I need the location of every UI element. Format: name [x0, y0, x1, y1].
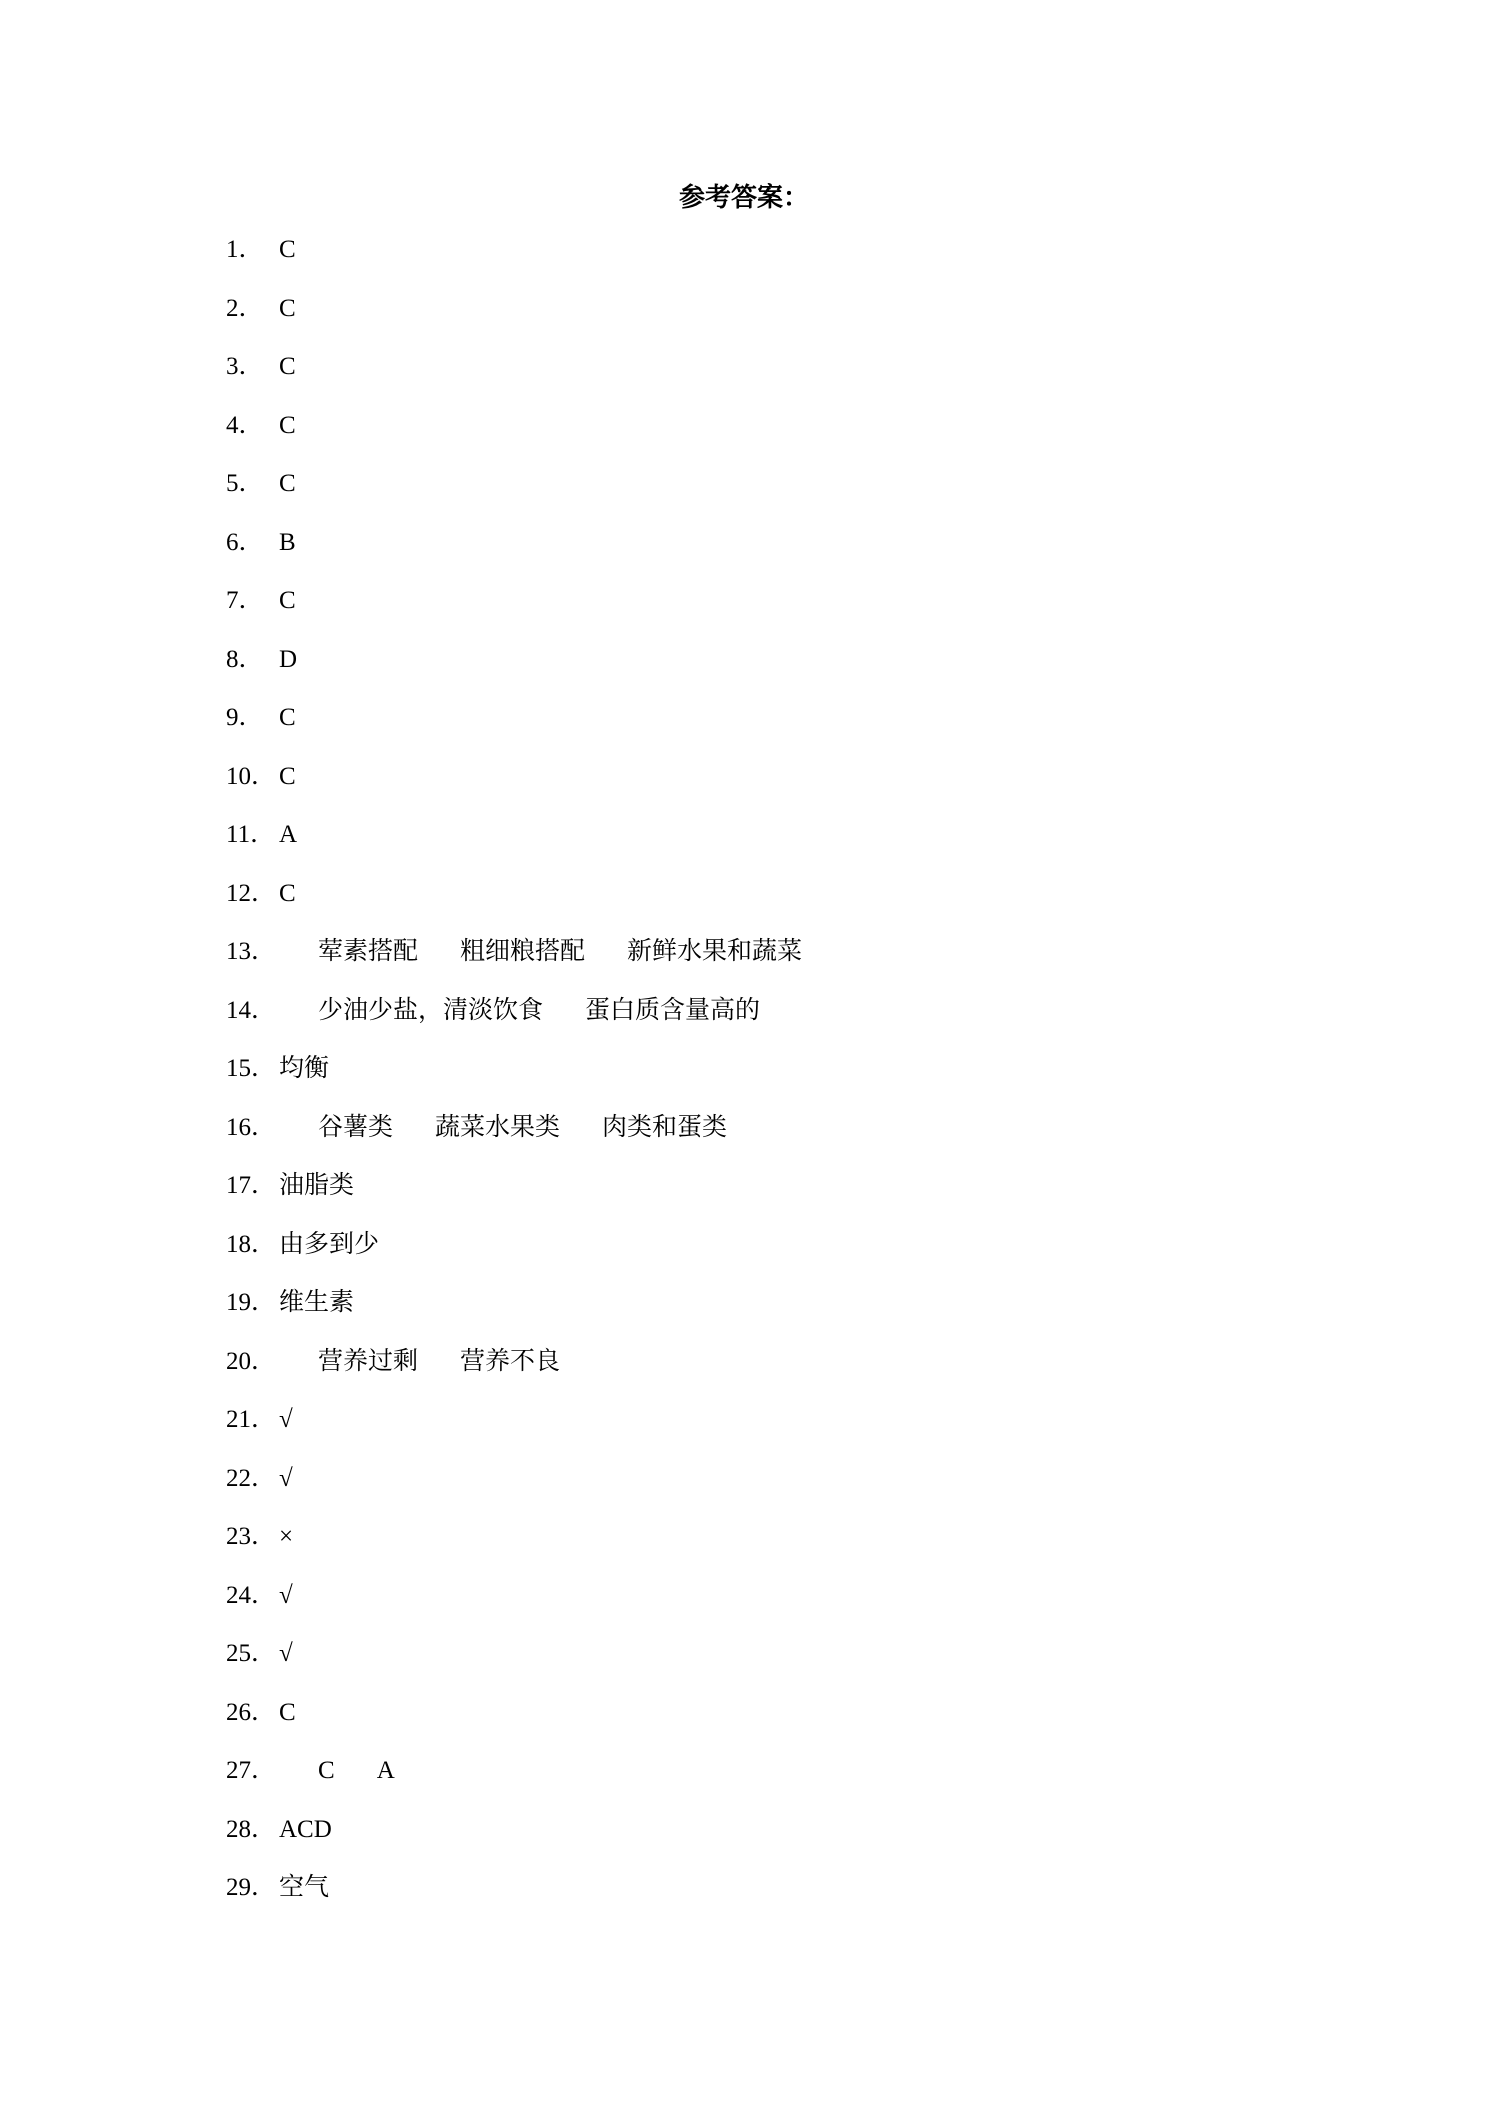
answer-item [226, 1634, 293, 1674]
answer-text: 营养过剩 [318, 1348, 419, 1375]
answer-number: 10． [226, 763, 277, 790]
answer-item [226, 523, 296, 563]
answer-text: B [279, 529, 296, 556]
answer-item [226, 932, 844, 972]
answer-text: 由多到少 [279, 1231, 380, 1258]
answer-item [226, 991, 802, 1031]
answer-number: 29． [226, 1874, 277, 1901]
answer-text: 蔬菜水果类 [435, 1114, 561, 1141]
answer-item [226, 1810, 332, 1850]
answer-number: 24． [226, 1582, 277, 1609]
answer-number: 22． [226, 1465, 277, 1492]
answer-text: 均衡 [279, 1055, 330, 1082]
answer-text: C [279, 236, 296, 263]
answer-item [226, 1049, 329, 1089]
answer-item [226, 1868, 329, 1908]
answer-number: 8． [226, 646, 264, 673]
answer-number: 28． [226, 1816, 277, 1843]
answer-text: C [279, 1699, 296, 1726]
answer-number: 11． [226, 821, 276, 848]
answer-number: 4． [226, 412, 264, 439]
answer-text: C [279, 412, 296, 439]
answer-text: D [279, 646, 298, 673]
answer-text: × [279, 1523, 294, 1550]
answer-text: C [279, 353, 296, 380]
answer-number: 7． [226, 587, 264, 614]
answer-number: 12． [226, 880, 277, 907]
answer-key-title: 参考答案： [678, 183, 809, 213]
answer-text: C [318, 1757, 335, 1784]
answer-item [226, 1693, 296, 1733]
answer-item [226, 1751, 437, 1791]
answer-item [226, 815, 297, 855]
answer-item [226, 1166, 354, 1206]
answer-number: 23． [226, 1523, 277, 1550]
answer-text: 粗细粮搭配 [460, 938, 586, 965]
answer-text: 油脂类 [279, 1172, 355, 1199]
answer-number: 13． [226, 938, 277, 965]
answer-text: 营养不良 [460, 1348, 561, 1375]
answer-number: 9． [226, 704, 264, 731]
answer-text: 谷薯类 [318, 1114, 394, 1141]
answer-item [226, 1517, 293, 1557]
answer-item [226, 406, 296, 446]
answer-text: A [279, 821, 298, 848]
answer-number: 27． [226, 1757, 277, 1784]
answer-item [226, 1576, 293, 1616]
answer-text: 荤素搭配 [318, 938, 419, 965]
answer-number: 21． [226, 1406, 277, 1433]
answer-item [226, 289, 296, 329]
answer-number: 25． [226, 1640, 277, 1667]
answer-item [226, 1108, 769, 1148]
answer-text: √ [279, 1640, 293, 1667]
answer-text: √ [279, 1406, 293, 1433]
answer-item [226, 230, 296, 270]
answer-text: C [279, 587, 296, 614]
answer-number: 17． [226, 1172, 277, 1199]
answer-text: 新鲜水果和蔬菜 [627, 938, 803, 965]
answer-number: 3． [226, 353, 264, 380]
answer-item [226, 698, 296, 738]
answer-text: C [279, 295, 296, 322]
answer-item [226, 581, 296, 621]
answer-item [226, 347, 296, 387]
answer-number: 1． [226, 236, 264, 263]
answer-number: 20． [226, 1348, 277, 1375]
answer-text: √ [279, 1582, 293, 1609]
answer-text: 维生素 [279, 1289, 355, 1316]
answer-item [226, 1400, 293, 1440]
answer-text: C [279, 470, 296, 497]
answer-item [226, 1459, 293, 1499]
answer-item [226, 464, 296, 504]
answer-number: 5． [226, 470, 264, 497]
answer-item [226, 1225, 379, 1265]
answer-number: 6． [226, 529, 264, 556]
answer-number: 18． [226, 1231, 277, 1258]
answer-number: 14． [226, 997, 277, 1024]
answer-item [226, 1342, 602, 1382]
answer-text: A [376, 1757, 395, 1784]
answer-number: 26． [226, 1699, 277, 1726]
answer-text: 蛋白质含量高的 [585, 997, 761, 1024]
answer-item [226, 640, 297, 680]
answer-text: 少油少盐，清淡饮食 [318, 997, 544, 1024]
answer-number: 2． [226, 295, 264, 322]
answer-number: 15． [226, 1055, 277, 1082]
answer-number: 19． [226, 1289, 277, 1316]
answer-text: C [279, 880, 296, 907]
answer-text: 肉类和蛋类 [602, 1114, 728, 1141]
answer-item [226, 757, 296, 797]
answer-text: √ [279, 1465, 293, 1492]
answer-item [226, 874, 296, 914]
answer-text: C [279, 763, 296, 790]
answer-item [226, 1283, 354, 1323]
answer-text: ACD [279, 1816, 332, 1843]
answer-number: 16． [226, 1114, 277, 1141]
answer-text: C [279, 704, 296, 731]
answer-text: 空气 [279, 1874, 330, 1901]
